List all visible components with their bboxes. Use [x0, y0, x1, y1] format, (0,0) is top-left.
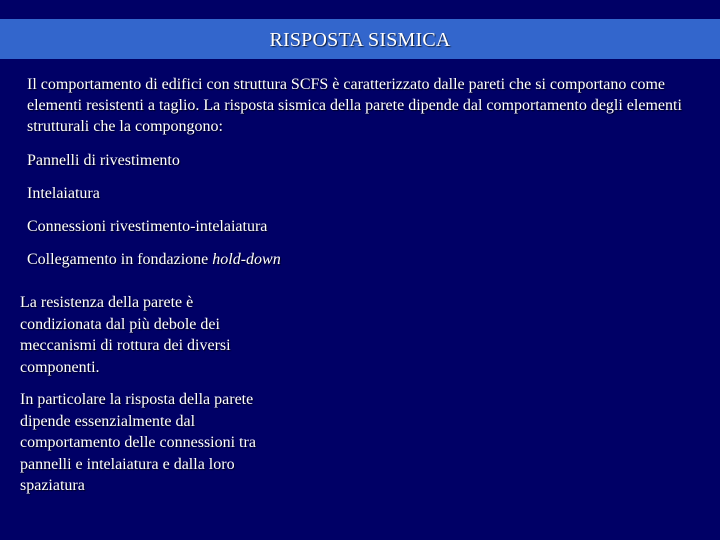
resistance-paragraph: La resistenza della parete è condizionata dal più debole dei meccanismi di rottura dei diversi componenti.	[20, 294, 231, 376]
slide-title: RISPOSTA SISMICA	[269, 28, 451, 51]
response-paragraph: In particolare la risposta della parete dipende essenzialmente dal comportamento delle connessioni tra pannelli e intelaiatura e dalla loro spaziatura	[20, 391, 256, 494]
list-item-framing: Intelaiatura	[27, 185, 100, 202]
component-list	[27, 150, 627, 270]
foundation-connection-label: Collegamento in fondazione	[27, 251, 213, 268]
list-item-cladding-panels: Pannelli di rivestimento	[27, 152, 180, 169]
hold-down-term: hold-down	[212, 251, 281, 268]
list-item-cladding-framing-connections: Connessioni rivestimento-intelaiatura	[27, 218, 268, 235]
intro-paragraph: Il comportamento di edifici con struttura SCFS è caratterizzato dalle pareti che si comportano come elementi resistenti a taglio. La risposta sismica della parete dipende dal comportamento degli elementi strutturali che la compongono:	[27, 76, 682, 135]
list-item-foundation-connection	[27, 249, 627, 270]
title-bar	[0, 19, 720, 59]
